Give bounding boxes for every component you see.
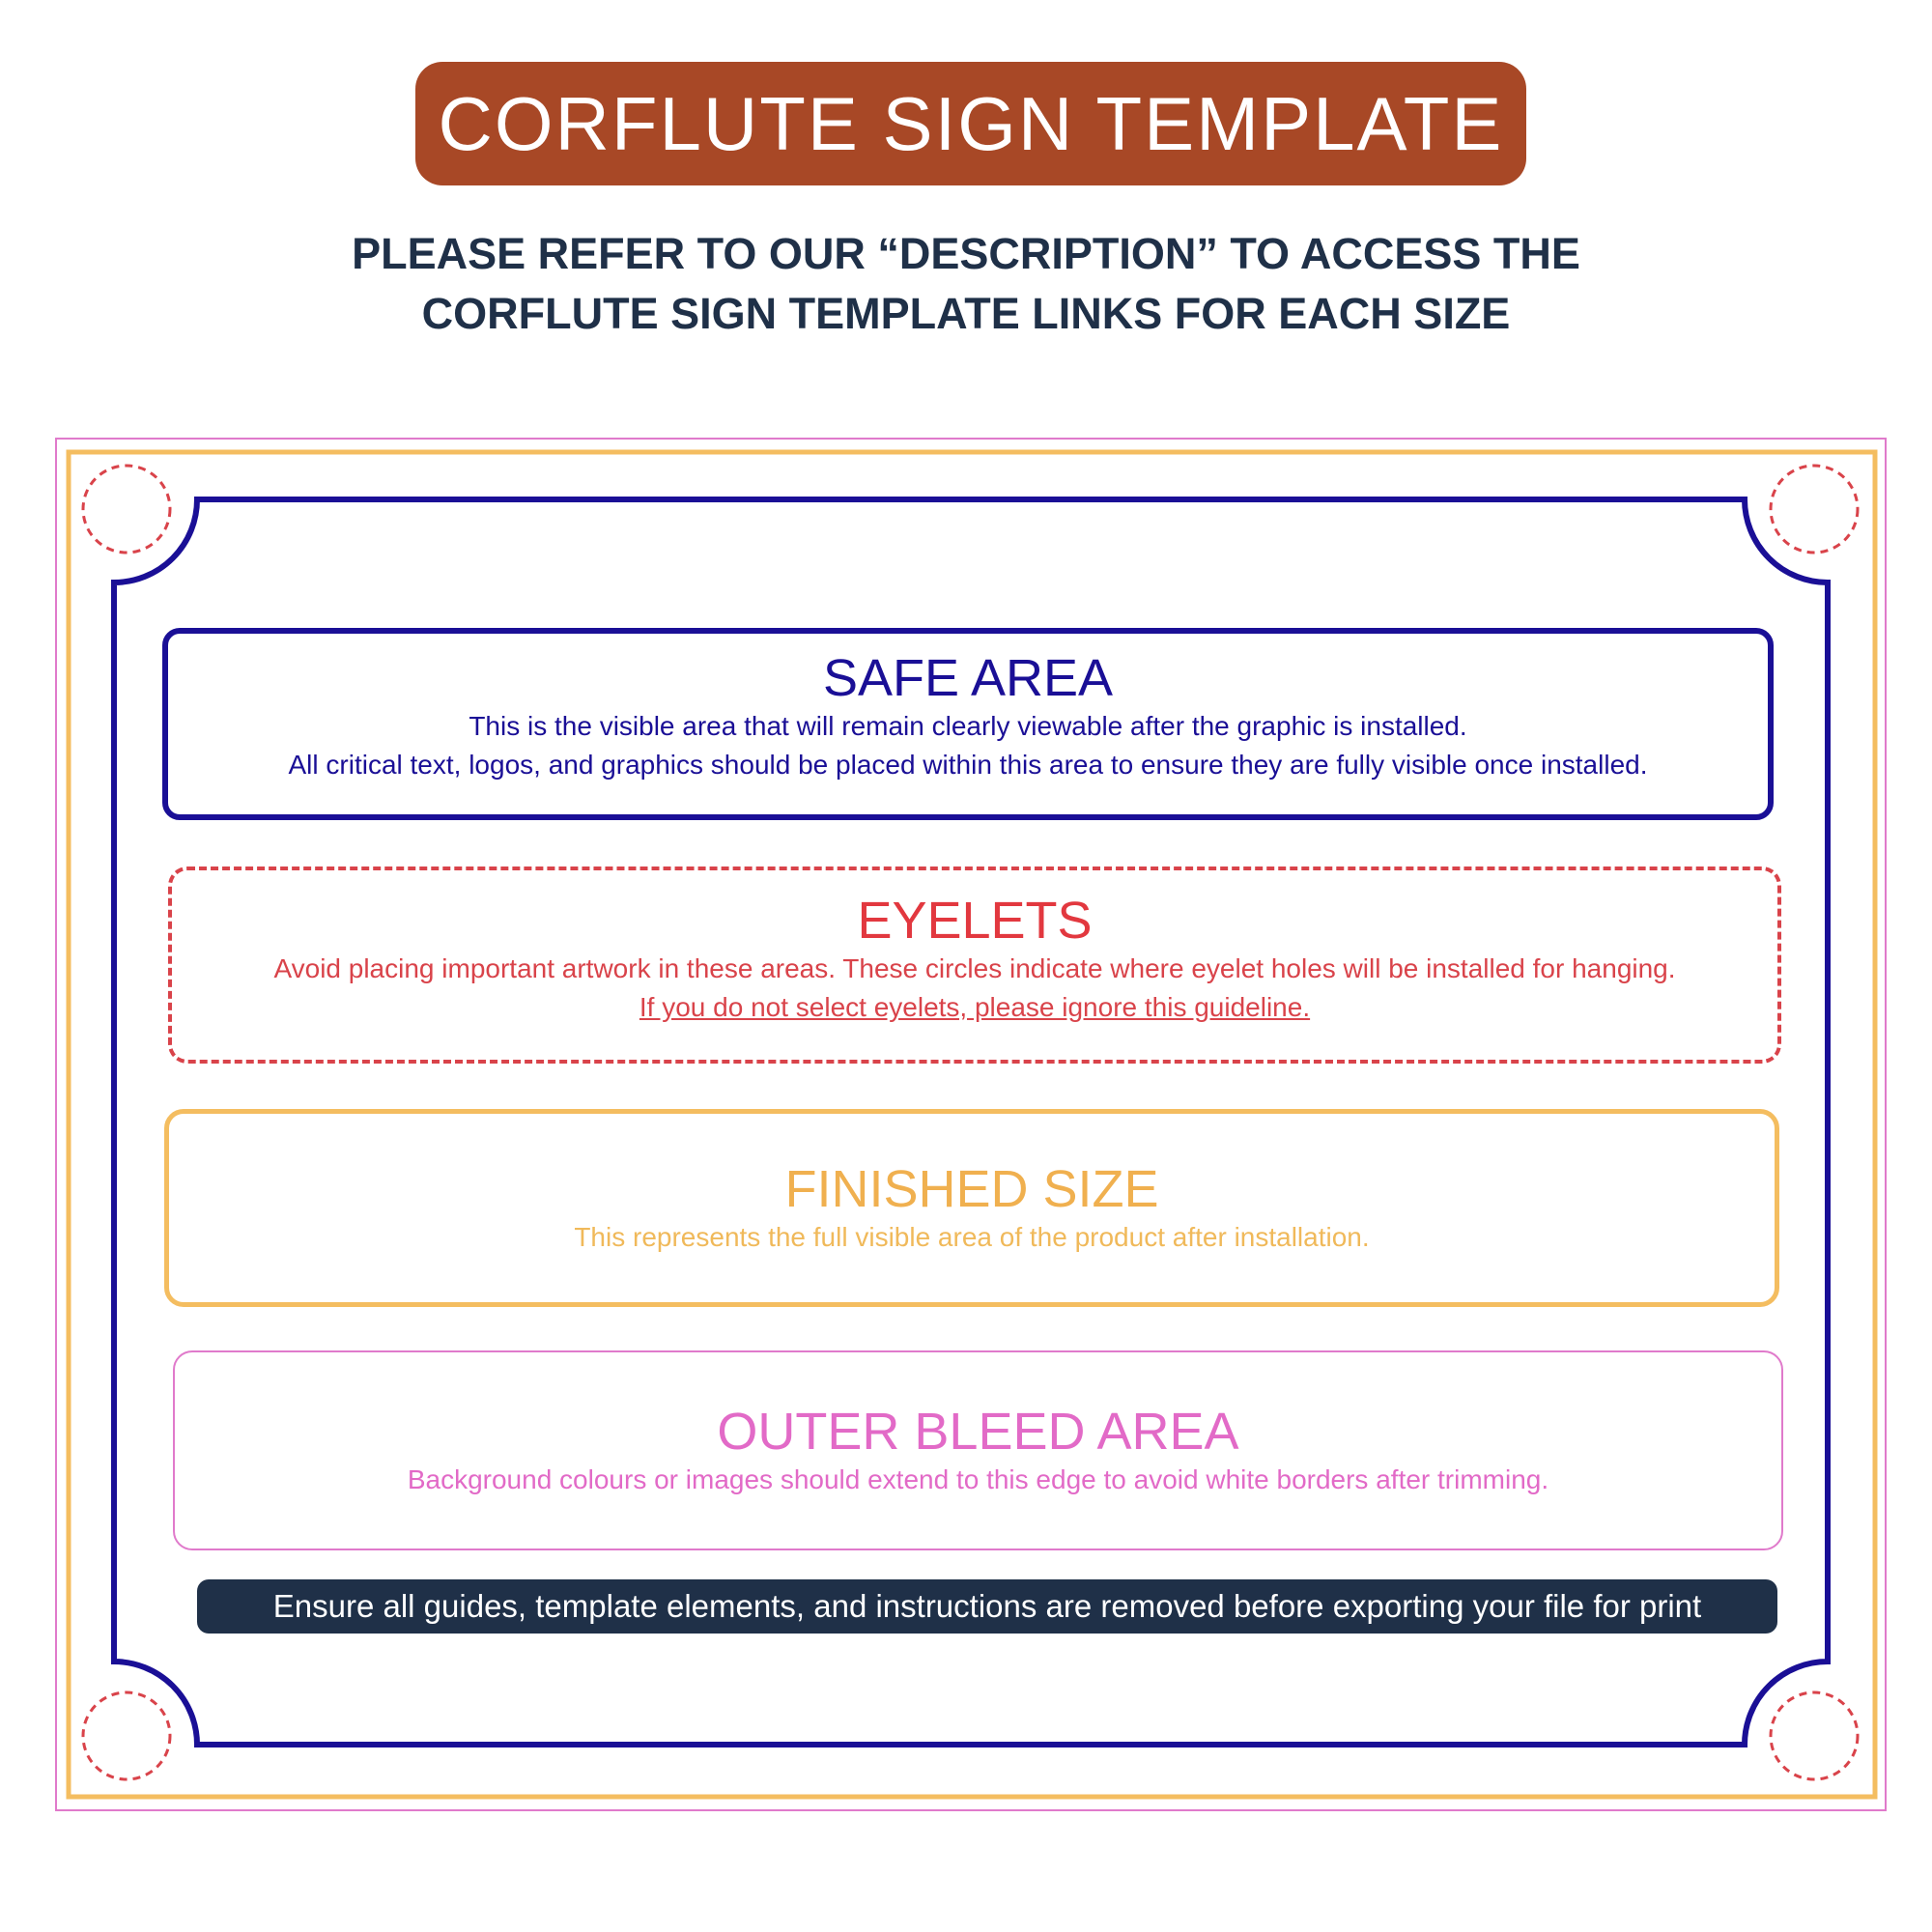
finished-size-box: [164, 1109, 1779, 1307]
eyelets-title: EYELETS: [857, 892, 1093, 950]
safe-area-desc-1: This is the visible area that will remain clearly viewable after the graphic is installed.: [469, 711, 1467, 741]
eyelet-circle-bottom-right: [1771, 1692, 1858, 1779]
outer-bleed-title: OUTER BLEED AREA: [717, 1403, 1239, 1461]
outer-bleed-box: [173, 1350, 1783, 1550]
eyelet-circle-top-left: [83, 466, 170, 553]
safe-area-desc-2: All critical text, logos, and graphics should be placed within this area to ensure they are fully visible once installed.: [288, 750, 1648, 780]
outer-bleed-desc: Background colours or images should extend to this edge to avoid white borders after trimming.: [407, 1464, 1549, 1494]
export-note-text: Ensure all guides, template elements, and instructions are removed before exporting your file for print: [272, 1588, 1702, 1624]
finished-size-title: FINISHED SIZE: [784, 1160, 1159, 1218]
eyelets-desc-1: Avoid placing important artwork in these areas. These circles indicate where eyelet holes will be installed for hanging.: [273, 953, 1676, 983]
finished-size-desc: This represents the full visible area of the product after installation.: [574, 1222, 1370, 1252]
safe-area-title: SAFE AREA: [822, 649, 1114, 707]
safe-area-box: [162, 628, 1774, 820]
eyelet-circle-bottom-left: [83, 1692, 170, 1779]
subtitle-line-1: PLEASE REFER TO OUR “DESCRIPTION” TO ACCESS THE: [352, 229, 1580, 278]
subtitle-line-2: CORFLUTE SIGN TEMPLATE LINKS FOR EACH SIZE: [421, 289, 1511, 338]
eyelets-box: [168, 867, 1781, 1064]
page-title: CORFLUTE SIGN TEMPLATE: [438, 80, 1504, 166]
eyelets-desc-2: If you do not select eyelets, please ignore this guideline.: [639, 992, 1311, 1022]
eyelet-circle-top-right: [1771, 466, 1858, 553]
export-note: [197, 1579, 1777, 1634]
